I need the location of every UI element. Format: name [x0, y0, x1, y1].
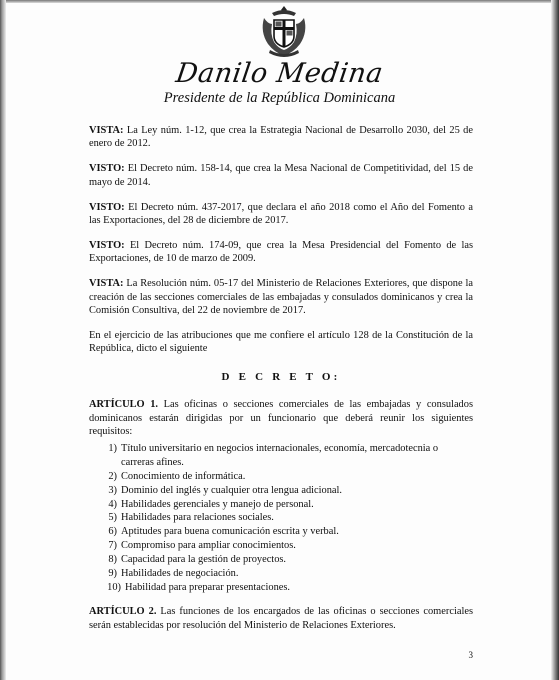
vista-label: VISTA: — [89, 125, 124, 136]
list-item-text: Aptitudes para buena comunicación escrita y verbal. — [121, 526, 339, 538]
article-2-title: ARTÍCULO 2. — [89, 606, 157, 618]
list-item-number: 2) — [108, 470, 117, 482]
article-1-title: ARTÍCULO 1. — [89, 399, 159, 411]
vista-label: VISTO: — [89, 163, 125, 175]
list-item-number: 6) — [108, 526, 117, 538]
list-item-number: 10) — [107, 581, 121, 593]
list-item-text: Título universitario en negocios internacionales, economía, mercadotecnia o carreras afines. — [121, 443, 439, 468]
page-number: 3 — [468, 650, 473, 660]
list-item-number: 5) — [108, 512, 117, 524]
vista-label: VISTO: — [89, 201, 125, 213]
vista-text: El Decreto núm. 174-09, que crea la Mesa Presidencial del Fomento de las Exportaciones, de 10 de marzo de 2009. — [89, 239, 473, 265]
list-item — [101, 525, 473, 538]
vista-label: VISTO: — [89, 239, 125, 251]
list-item — [101, 581, 473, 594]
signature-name: Danilo Medina — [173, 58, 386, 89]
vista-paragraph — [89, 162, 473, 189]
list-item — [101, 511, 473, 524]
vista-text: El Decreto núm. 437-2017, que declara el año 2018 como el Año del Fomento a las Exportaciones, del 28 de diciembre de 2017. — [89, 201, 473, 227]
list-item-number: 8) — [108, 554, 117, 566]
vista-text: La Ley núm. 1-12, que crea la Estrategia Nacional de Desarrollo 2030, del 25 de enero de 2012. — [89, 125, 473, 150]
article-2-paragraph — [89, 605, 473, 632]
article-1-paragraph — [89, 398, 473, 438]
list-item-text: Compromiso para ampliar conocimientos. — [121, 540, 296, 552]
decree-heading: D E C R E T O: — [221, 370, 341, 383]
requirements-list — [89, 442, 473, 594]
page-top-shadow — [0, 0, 559, 3]
list-item — [101, 470, 473, 483]
vista-text: La Resolución núm. 05-17 del Ministerio de Relaciones Exteriores, que dispone la creación de las secciones comerciales de las embajadas y consulados dominicanos y crea la Comisión Consultiva, del 22 de noviembre de 2017. — [89, 278, 473, 317]
article-2-text: Las funciones de los encargados de las oficinas o secciones comerciales serán establecidas por resolución del Ministerio de Relaciones Exteriores. — [89, 606, 473, 631]
list-item — [101, 484, 473, 497]
list-item — [101, 498, 473, 511]
list-item-number: 1) — [108, 443, 117, 455]
list-item — [101, 553, 473, 566]
list-item-number: 3) — [108, 484, 117, 496]
list-item — [101, 567, 473, 580]
list-item-text: Capacidad para la gestión de proyectos. — [121, 554, 287, 566]
document-body — [89, 124, 473, 644]
intro-paragraph: En el ejercicio de las atribuciones que me confiere el artículo 128 de la Constitución de la República, dicto el siguiente — [89, 329, 473, 355]
list-item-text: Habilidad para preparar presentaciones. — [125, 581, 291, 593]
list-item-text: Habilidades para relaciones sociales. — [121, 512, 274, 524]
list-item-text: Dominio del inglés y cualquier otra lengua adicional. — [121, 484, 343, 496]
list-item-number: 9) — [108, 568, 117, 580]
list-item-text: Habilidades gerenciales y manejo de personal. — [121, 498, 314, 510]
list-item — [101, 539, 473, 552]
vista-paragraph — [89, 277, 473, 317]
vista-label: VISTA: — [89, 278, 124, 290]
list-item-text: Conocimiento de informática. — [121, 470, 246, 482]
vista-paragraph — [89, 201, 473, 228]
article-1-text: Las oficinas o secciones comerciales de las embajadas y consulados dominicanos estarán dirigidas por un funcionario que deberá reunir los siguientes requisitos: — [89, 399, 473, 437]
list-item-text: Habilidades de negociación. — [121, 568, 239, 580]
list-item-number: 7) — [108, 540, 117, 552]
vista-paragraph — [89, 124, 473, 151]
coat-of-arms-icon — [258, 4, 310, 62]
office-title: Presidente de la República Dominicana — [163, 90, 396, 106]
vista-text: El Decreto núm. 158-14, que crea la Mesa Nacional de Competitividad, del 15 de mayo de 2014. — [89, 163, 473, 188]
list-item-number: 4) — [108, 498, 117, 510]
list-item — [101, 442, 473, 469]
vista-paragraph — [89, 239, 473, 266]
